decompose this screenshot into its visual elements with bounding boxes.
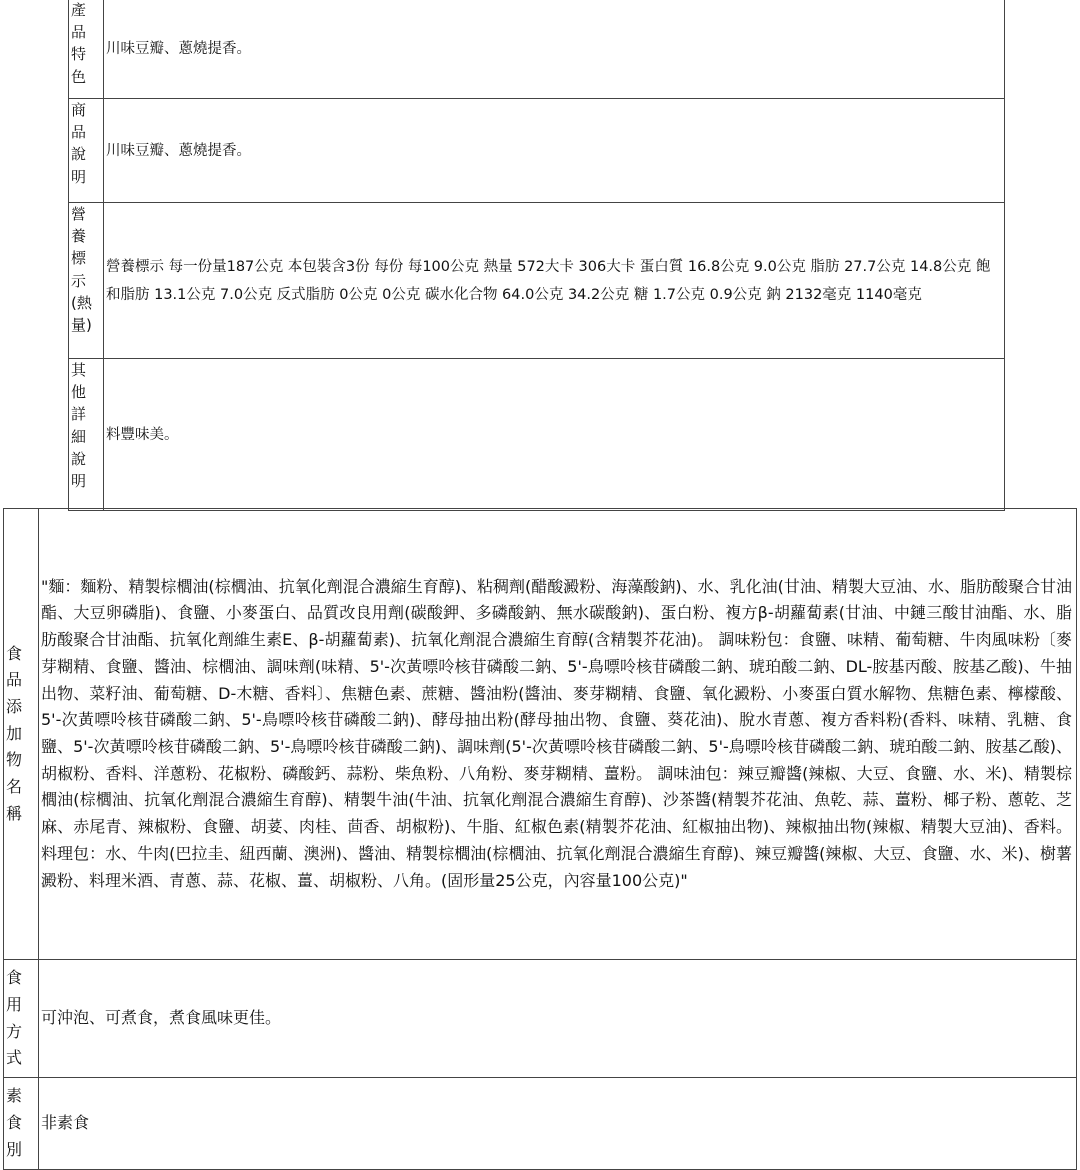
table-row: [69, 359, 1005, 511]
table-row: [4, 1078, 1077, 1170]
row-value-nutrition-facts: 營養標示 每一份量187公克 本包裝含3份 每份 每100公克 熱量 572大卡 306大卡 蛋白質 16.8公克 9.0公克 脂肪 27.7公克 14.8公克 飽和脂肪 13.1公克 7.0公克 反式脂肪 0公克 0公克 碳水化合物 64.0公克 34.2公克 糖 1.7公克 0.9公克 鈉 2132毫克 1140毫克: [104, 203, 1005, 359]
row-label-vegetarian-type: 素食別: [4, 1078, 39, 1170]
table-row: [69, 99, 1005, 203]
row-value-other-details: 料豐味美。: [104, 359, 1005, 511]
product-info-table: [68, 0, 1005, 511]
row-value-product-description: 川味豆瓣、蔥燒提香。: [104, 99, 1005, 203]
row-value-usage: 可沖泡、可煮食，煮食風味更佳。: [39, 960, 1077, 1078]
table-row: [4, 960, 1077, 1078]
row-label-usage: 食用方式: [4, 960, 39, 1078]
row-label-other-details: 其他詳細說明: [69, 359, 104, 511]
table-row: [69, 203, 1005, 359]
ingredients-table: [3, 508, 1077, 1170]
table-row: [69, 0, 1005, 99]
row-label-product-description: 商品說明: [69, 99, 104, 203]
row-label-product-features: 產品特色: [69, 0, 104, 99]
row-label-nutrition-facts: 營養標示(熱量): [69, 203, 104, 359]
row-value-product-features: 川味豆瓣、蔥燒提香。: [104, 0, 1005, 99]
row-value-food-additives: "麵：麵粉、精製棕櫚油(棕櫚油、抗氧化劑混合濃縮生育醇)、粘稠劑(醋酸澱粉、海藻酸鈉)、水、乳化油(甘油、精製大豆油、水、脂肪酸聚合甘油酯、大豆卵磷脂)、食鹽、小麥蛋白、品質改良用劑(碳酸鉀、多磷酸鈉、無水碳酸鈉)、蛋白粉、複方β-胡蘿蔔素(甘油、中鏈三酸甘油酯、水、脂肪酸聚合甘油酯、抗氧化劑維生素E、β-胡蘿蔔素)、抗氧化劑混合濃縮生育醇(含精製芥花油)。 調味粉包：食鹽、味精、葡萄糖、牛肉風味粉〔麥芽糊精、食鹽、醬油、棕櫚油、調味劑(味精、5'-次黃嘌呤核苷磷酸二鈉、5'-鳥嘌呤核苷磷酸二鈉、琥珀酸二鈉、DL-胺基丙酸、胺基乙酸)、牛抽出物、菜籽油、葡萄糖、D-木糖、香料〕、焦糖色素、蔗糖、醬油粉(醬油、麥芽糊精、食鹽、氧化澱粉、小麥蛋白質水解物、焦糖色素、檸檬酸、5'-次黃嘌呤核苷磷酸二鈉、5'-鳥嘌呤核苷磷酸二鈉)、酵母抽出粉(酵母抽出物、食鹽、葵花油)、脫水青蔥、複方香料粉(香料、味精、乳糖、食鹽、5'-次黃嘌呤核苷磷酸二鈉、5'-鳥嘌呤核苷磷酸二鈉)、調味劑(5'-次黃嘌呤核苷磷酸二鈉、5'-鳥嘌呤核苷磷酸二鈉、琥珀酸二鈉、胺基乙酸)、胡椒粉、香料、洋蔥粉、花椒粉、磷酸鈣、蒜粉、柴魚粉、八角粉、麥芽糊精、薑粉。 調味油包：辣豆瓣醬(辣椒、大豆、食鹽、水、米)、精製棕櫚油(棕櫚油、抗氧化劑混合濃縮生育醇)、精製牛油(牛油、抗氧化劑混合濃縮生育醇)、沙茶醬(精製芥花油、魚乾、蒜、薑粉、椰子粉、蔥乾、芝麻、赤尾青、辣椒粉、食鹽、胡荽、肉桂、茴香、胡椒粉)、牛脂、紅椒色素(精製芥花油、紅椒抽出物)、辣椒抽出物(辣椒、精製大豆油)、香料。 料理包：水、牛肉(巴拉圭、紐西蘭、澳洲)、醬油、精製棕櫚油(棕櫚油、抗氧化劑混合濃縮生育醇)、辣豆瓣醬(辣椒、大豆、食鹽、水、米)、樹薯澱粉、料理米酒、青蔥、蒜、花椒、薑、胡椒粉、八角。(固形量25公克，內容量100公克)": [39, 509, 1077, 960]
table-row: [4, 509, 1077, 960]
row-value-vegetarian-type: 非素食: [39, 1078, 1077, 1170]
row-label-food-additives: 食品添加物名稱: [4, 509, 39, 960]
